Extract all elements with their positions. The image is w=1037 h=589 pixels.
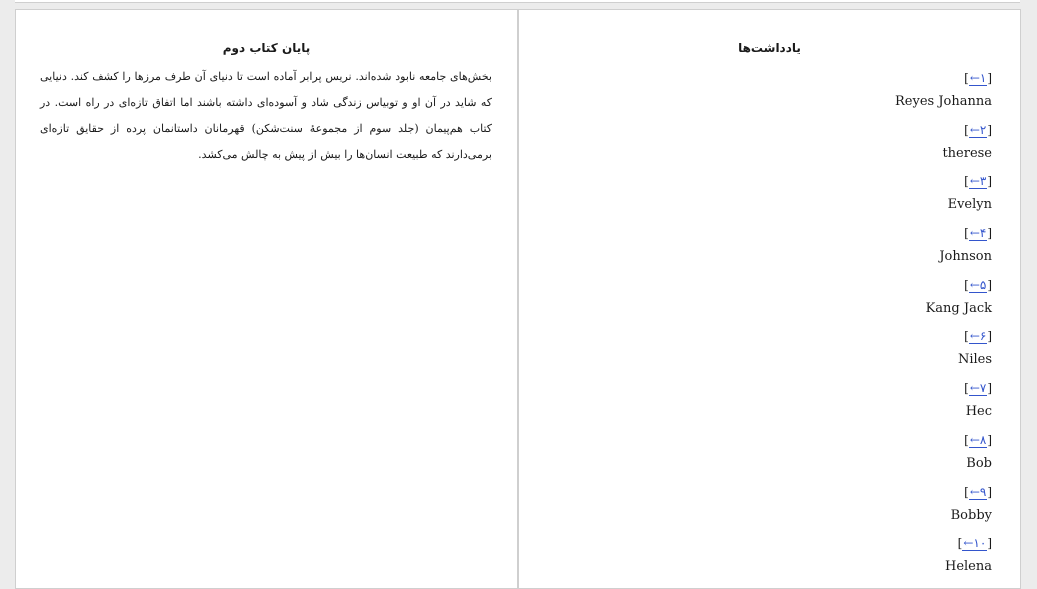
note-backlink[interactable]: ←۵ bbox=[969, 277, 987, 292]
note-ref: [←۱۰] bbox=[957, 536, 992, 551]
end-of-book-title: پایان کتاب دوم bbox=[222, 41, 311, 55]
note-text: Hec bbox=[965, 404, 992, 420]
note-backlink[interactable]: ←۸ bbox=[969, 432, 987, 447]
note-text: Niles bbox=[957, 352, 992, 368]
previous-page-edge bbox=[15, 0, 1020, 3]
note-text: Bob bbox=[966, 455, 992, 471]
note-backlink[interactable]: ←۳ bbox=[969, 174, 987, 189]
note-item bbox=[692, 65, 992, 117]
note-item bbox=[692, 375, 992, 427]
notes-title: یادداشت‌ها bbox=[738, 41, 801, 55]
note-text: Evelyn bbox=[947, 197, 992, 213]
note-backlink[interactable]: ←۶ bbox=[969, 329, 987, 344]
note-item bbox=[692, 530, 992, 582]
note-ref: [←۳] bbox=[964, 174, 992, 189]
note-text: Bobby bbox=[950, 507, 992, 523]
note-ref: [←۵] bbox=[964, 277, 992, 292]
notes-list bbox=[692, 65, 992, 582]
note-text: therese bbox=[942, 145, 992, 161]
note-text: Reyes Johanna bbox=[895, 94, 992, 109]
note-ref: [←۸] bbox=[964, 432, 992, 447]
note-text: Helena bbox=[944, 559, 992, 575]
note-ref: [←۴] bbox=[964, 226, 992, 241]
left-page bbox=[15, 9, 518, 589]
note-item bbox=[692, 117, 992, 169]
note-item bbox=[692, 168, 992, 220]
note-backlink[interactable]: ←۴ bbox=[969, 226, 987, 241]
note-text: Johnson bbox=[939, 249, 992, 265]
note-item bbox=[692, 479, 992, 531]
note-backlink[interactable]: ←۷ bbox=[969, 381, 987, 396]
note-backlink[interactable]: ←۱ bbox=[969, 71, 987, 85]
note-backlink[interactable]: ←۱۰ bbox=[963, 536, 987, 551]
note-ref: [←۲] bbox=[964, 122, 992, 137]
end-of-book-paragraph: بخش‌های جامعه نابود شده‌اند. نریس پرابر آماده است تا دنیای آن طرف مرزها را کشف کند. دنیایی که شاید در آن او و توبیاس زندگی شاد و آسوده‌ای داشته باشند اما اتفاق تازه‌ای در راه است. در کتاب هم‌پیمان (جلد سوم از مجموعهٔ سنت‌شکن) قهرمانان داستانمان پرده از حقایق تازه‌ای برمی‌دارند که طبیعت انسان‌ها را بیش از پیش به چالش می‌کشد. bbox=[40, 70, 492, 161]
note-ref: [←۹] bbox=[964, 484, 992, 499]
note-item bbox=[692, 427, 992, 479]
note-item bbox=[692, 272, 992, 324]
right-page bbox=[518, 9, 1021, 589]
note-text: Kang Jack bbox=[925, 300, 992, 316]
note-item bbox=[692, 323, 992, 375]
note-backlink[interactable]: ←۹ bbox=[969, 484, 987, 499]
note-ref: [←۶] bbox=[964, 329, 992, 344]
note-item bbox=[692, 220, 992, 272]
note-ref: [←۷] bbox=[964, 381, 992, 396]
note-ref: [←۱] bbox=[964, 71, 992, 85]
note-backlink[interactable]: ←۲ bbox=[969, 122, 987, 137]
